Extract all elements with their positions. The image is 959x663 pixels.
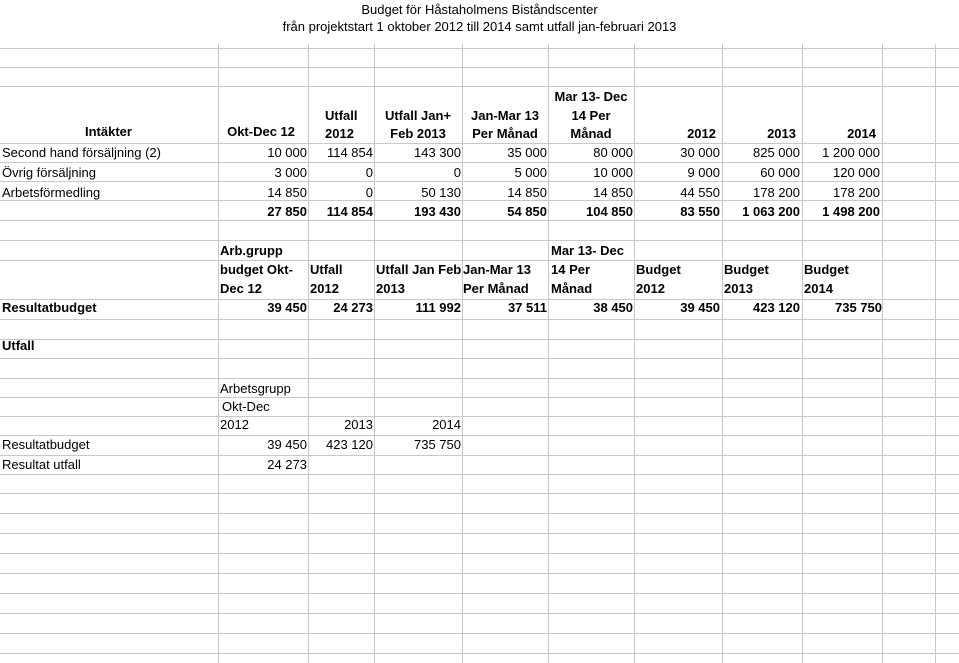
- utfall-label: Utfall: [2, 338, 35, 353]
- grid-row-line: [0, 533, 959, 534]
- table3-cell: 735 750: [414, 437, 461, 452]
- table-cell: 0: [365, 165, 373, 180]
- grid-row-line: [0, 162, 959, 163]
- grid-row-line: [0, 48, 959, 49]
- header2-utfall-jan-feb: Utfall Jan Feb: [376, 262, 462, 277]
- grid-row-line: [0, 200, 959, 201]
- header3-okt-dec: Okt-Dec: [222, 399, 270, 414]
- table-cell: 1 200 000: [822, 145, 880, 160]
- grid-row-line: [0, 553, 959, 554]
- header2-budget-2012: Budget: [636, 262, 681, 277]
- table-cell: 143 300: [414, 145, 461, 160]
- grid-row-line: [0, 474, 959, 475]
- resultatbudget-cell: 39 450: [267, 300, 307, 315]
- table-cell: 0: [453, 165, 461, 180]
- header-okt-dec-12: Okt-Dec 12: [227, 124, 295, 139]
- table-cell: 10 000: [593, 165, 633, 180]
- row-label: Arbetsförmedling: [2, 185, 101, 200]
- table-cell: 30 000: [680, 145, 720, 160]
- header-2014: 2014: [847, 126, 876, 141]
- table-cell: 178 200: [833, 185, 880, 200]
- page-subtitle: från projektstart 1 oktober 2012 till 2014 samt utfall jan-februari 2013: [282, 19, 677, 34]
- header-per-manad: Per Månad: [472, 126, 538, 141]
- grid-row-line: [0, 513, 959, 514]
- total-cell: 1 498 200: [822, 204, 880, 219]
- resultatbudget-cell: 423 120: [753, 300, 800, 315]
- table3-row-label: Resultat utfall: [2, 457, 81, 472]
- header2-budget-2013: Budget: [724, 262, 769, 277]
- header2-2013: 2013: [376, 281, 405, 296]
- grid-row-line: [0, 455, 959, 456]
- table3-cell: 39 450: [267, 437, 307, 452]
- grid-col-line: [935, 44, 936, 663]
- grid-row-line: [0, 378, 959, 379]
- table3-cell: 24 273: [267, 457, 307, 472]
- resultatbudget-cell: 111 992: [415, 300, 461, 315]
- header-mar-dec: Mar 13- Dec: [554, 89, 628, 104]
- header2-budget-okt: budget Okt-: [220, 262, 293, 277]
- grid-row-line: [0, 86, 959, 87]
- header2-utfall: Utfall: [310, 262, 343, 277]
- resultatbudget-cell: 39 450: [680, 300, 720, 315]
- table3-cell: 423 120: [326, 437, 373, 452]
- total-cell: 193 430: [414, 204, 461, 219]
- header3-arbetsgrupp: Arbetsgrupp: [220, 381, 291, 396]
- header2-2013b: 2013: [724, 281, 753, 296]
- total-cell: 27 850: [267, 204, 307, 219]
- total-cell: 114 854: [326, 204, 373, 219]
- table-cell: 178 200: [753, 185, 800, 200]
- grid-row-line: [0, 613, 959, 614]
- table-cell: 10 000: [267, 145, 307, 160]
- header2-jan-mar: Jan-Mar 13: [463, 262, 531, 277]
- table-cell: 825 000: [753, 145, 800, 160]
- table-cell: 114 854: [326, 145, 373, 160]
- table-cell: 60 000: [760, 165, 800, 180]
- table3-row-label: Resultatbudget: [2, 437, 90, 452]
- header3-2012: 2012: [220, 417, 249, 432]
- resultatbudget-cell: 38 450: [593, 300, 633, 315]
- header2-budget-2014: Budget: [804, 262, 849, 277]
- header2-arbgrupp: Arb.grupp: [220, 243, 283, 258]
- grid-row-line: [0, 397, 959, 398]
- total-cell: 1 063 200: [742, 204, 800, 219]
- table-cell: 14 850: [267, 185, 307, 200]
- grid-row-line: [0, 319, 959, 320]
- grid-row-line: [0, 633, 959, 634]
- grid-col-line: [308, 44, 309, 663]
- total-cell: 104 850: [586, 204, 633, 219]
- header3-2013: 2013: [344, 417, 373, 432]
- table-cell: 50 130: [421, 185, 461, 200]
- resultatbudget-label: Resultatbudget: [2, 300, 97, 315]
- header-utfall-2012: 2012: [325, 126, 354, 141]
- table-cell: 120 000: [833, 165, 880, 180]
- header2-manad: Månad: [551, 281, 593, 296]
- header3-2014: 2014: [432, 417, 461, 432]
- header-2013: 2013: [767, 126, 796, 141]
- header-14-per: 14 Per: [571, 108, 611, 123]
- grid-row-line: [0, 240, 959, 241]
- grid-row-line: [0, 67, 959, 68]
- header2-utfall-2012: 2012: [310, 281, 339, 296]
- header-utfall-jan-feb: Utfall Jan+: [384, 108, 452, 123]
- header-manad: Månad: [570, 126, 612, 141]
- row-label: Second hand försäljning (2): [2, 145, 161, 160]
- header2-14-per: 14 Per: [551, 262, 591, 277]
- header-2012: 2012: [687, 126, 716, 141]
- grid-row-line: [0, 573, 959, 574]
- grid-row-line: [0, 339, 959, 340]
- resultatbudget-cell: 37 511: [507, 300, 547, 315]
- grid-row-line: [0, 416, 959, 417]
- page-title: Budget för Håstaholmens Biståndscenter: [361, 2, 598, 17]
- header-feb-2013: Feb 2013: [390, 126, 446, 141]
- grid-col-line: [802, 44, 803, 663]
- grid-row-line: [0, 358, 959, 359]
- row-label: Övrig försäljning: [2, 165, 96, 180]
- grid-row-line: [0, 493, 959, 494]
- table-cell: 35 000: [507, 145, 547, 160]
- table-cell: 0: [365, 185, 373, 200]
- grid-row-line: [0, 181, 959, 182]
- header-intakter: Intäkter: [85, 124, 132, 139]
- header2-2014: 2014: [804, 281, 833, 296]
- grid-row-line: [0, 220, 959, 221]
- header2-2012: 2012: [636, 281, 665, 296]
- table-cell: 14 850: [507, 185, 547, 200]
- grid-col-line: [722, 44, 723, 663]
- total-cell: 83 550: [680, 204, 720, 219]
- resultatbudget-cell: 24 273: [333, 300, 373, 315]
- total-cell: 54 850: [507, 204, 547, 219]
- table-cell: 5 000: [514, 165, 547, 180]
- header2-mar-dec: Mar 13- Dec: [551, 243, 624, 258]
- header-utfall: Utfall: [325, 108, 358, 123]
- table-cell: 3 000: [274, 165, 307, 180]
- grid-col-line: [218, 44, 219, 663]
- table-cell: 80 000: [593, 145, 633, 160]
- table-cell: 44 550: [680, 185, 720, 200]
- grid-row-line: [0, 653, 959, 654]
- resultatbudget-cell: 735 750: [835, 300, 882, 315]
- grid-col-line: [882, 44, 883, 663]
- header2-per-manad: Per Månad: [463, 281, 529, 296]
- table-cell: 14 850: [593, 185, 633, 200]
- table-cell: 9 000: [687, 165, 720, 180]
- header-jan-mar: Jan-Mar 13: [471, 108, 539, 123]
- grid-row-line: [0, 435, 959, 436]
- grid-row-line: [0, 593, 959, 594]
- header2-dec-12: Dec 12: [220, 281, 262, 296]
- grid-row-line: [0, 299, 959, 300]
